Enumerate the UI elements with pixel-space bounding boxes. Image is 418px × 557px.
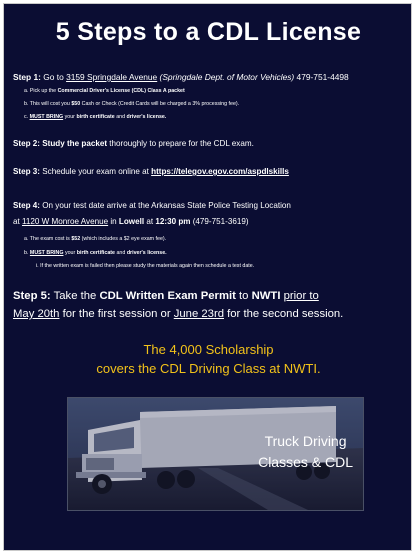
step4-b: b. MUST BRING your birth certificate and driver's license. <box>24 250 167 256</box>
page-title: 5 Steps to a CDL License <box>55 18 362 46</box>
step1-c: c. MUST BRING your birth certificate and driver's license. <box>24 114 167 120</box>
scholarship-line1: The 4,000 Scholarship <box>143 342 274 357</box>
photo-caption-line2: Classes & CDL <box>258 454 353 470</box>
step1-a-packet: Commercial Driver's License (CDL) Class A packet <box>57 88 185 94</box>
step1-b-amount: $50 <box>71 101 81 107</box>
step1-line <box>13 72 349 82</box>
step5-label: Step 5: <box>13 290 51 302</box>
exam-scheduling-link[interactable]: https://telegov.egov.com/aspdlskills <box>151 167 289 176</box>
step4-a: a. The exam cost is $52 (which includes a $2 eye exam fee). <box>24 236 167 242</box>
step1-c-must-bring: MUST BRING <box>29 114 64 120</box>
step1-go-to: Go to <box>43 72 64 82</box>
step4-a-amount: $52 <box>71 236 81 242</box>
step2-label: Step 2: <box>13 139 40 148</box>
truck-photo <box>67 397 364 511</box>
step4-i: i. If the written exam is failed then please study the materials again then schedule a test date. <box>36 263 255 269</box>
step5-date1: May 20th <box>13 308 60 320</box>
step1-dept: (Springdale Dept. of Motor Vehicles) <box>159 72 295 82</box>
step4-b-must-bring: MUST BRING <box>29 250 64 256</box>
step1-b: b. This will cost you $50 Cash or Check (Credit Cards will be charged a 3% processing fee). <box>24 101 240 107</box>
step1-address: 3159 Springdale Avenue <box>66 72 158 82</box>
step5-line2: May 20th for the first session or June 23rd for the second session. <box>13 308 344 320</box>
step4-label: Step 4: <box>13 201 40 210</box>
flyer <box>3 3 412 551</box>
scholarship-line2: covers the CDL Driving Class at NWTI. <box>96 361 321 376</box>
step2-line: Step 2: Study the packet thoroughly to prepare for the CDL exam. <box>13 139 254 148</box>
step3-label: Step 3: <box>13 167 40 176</box>
step4-line2: at 1120 W Monroe Avenue in Lowell at 12:30 pm (479-751-3619) <box>13 217 249 226</box>
step3-line: Step 3: Schedule your exam online at https://telegov.egov.com/aspdlskills <box>13 167 289 176</box>
step1-phone: 479-751-4498 <box>296 72 349 82</box>
step5-line1: Step 5: Take the CDL Written Exam Permit to NWTI prior to <box>13 290 319 302</box>
step1-label: Step 1: <box>13 72 41 82</box>
step4-line1: Step 4: On your test date arrive at the Arkansas State Police Testing Location <box>13 201 291 210</box>
step5-date2: June 23rd <box>173 308 224 320</box>
photo-caption <box>258 431 353 473</box>
step1-a: a. Pick up the Commercial Driver's License (CDL) Class A packet <box>24 88 185 94</box>
photo-caption-line1: Truck Driving <box>264 433 347 449</box>
step4-address: 1120 W Monroe Avenue <box>22 217 109 226</box>
step4-time: 12:30 pm <box>155 217 191 226</box>
